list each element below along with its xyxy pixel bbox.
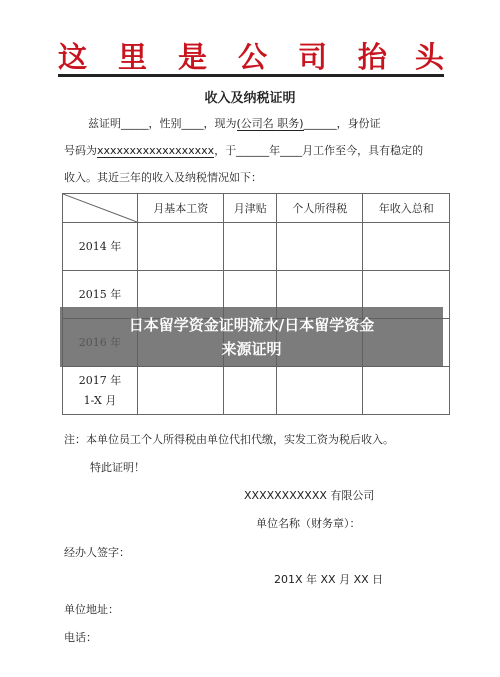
banner-line-1: 日本留学资金证明流水/日本留学资金 bbox=[128, 316, 375, 334]
letterhead-char: 抬 bbox=[358, 40, 388, 74]
year-cell bbox=[63, 367, 138, 415]
table-cell bbox=[138, 367, 224, 415]
table-cell bbox=[276, 367, 362, 415]
table-cell bbox=[224, 223, 277, 271]
address-label: 单位地址： bbox=[64, 603, 119, 616]
body-line-3: 收入。其近三年的收入及纳税情况如下： bbox=[64, 171, 262, 184]
issue-date: 201X 年 XX 月 XX 日 bbox=[274, 573, 384, 586]
letterhead-char: 这 bbox=[58, 40, 88, 74]
body-text: 兹证明_____，性别____，现为 bbox=[88, 117, 237, 130]
body-text: ______，身份证 bbox=[303, 117, 381, 130]
table-cell bbox=[363, 367, 450, 415]
body-line-2 bbox=[64, 139, 444, 162]
letterhead-char: 里 bbox=[118, 40, 148, 74]
banner-line-2: 来源证明 bbox=[221, 340, 282, 358]
table-cell bbox=[224, 367, 277, 415]
letterhead-char: 是 bbox=[178, 40, 208, 74]
month-range-label: 1-X 月 bbox=[83, 393, 117, 407]
column-header: 个人所得税 bbox=[276, 194, 362, 223]
diagonal-line bbox=[63, 194, 137, 222]
company-name: XXXXXXXXXXX 有限公司 bbox=[244, 489, 375, 502]
column-header: 月津贴 bbox=[224, 194, 277, 223]
column-header: 月基本工资 bbox=[138, 194, 224, 223]
letterhead-char: 公 bbox=[238, 40, 268, 74]
id-number-field: xxxxxxxxxxxxxxxxxx bbox=[97, 144, 215, 157]
body-text: 号码为 bbox=[64, 144, 97, 157]
column-header: 年收入总和 bbox=[363, 194, 450, 223]
overlay-caption-banner bbox=[60, 307, 443, 367]
year-label: 2017 年 bbox=[78, 373, 122, 387]
table-row bbox=[63, 367, 450, 415]
income-tax-table bbox=[62, 193, 450, 415]
table-cell bbox=[138, 223, 224, 271]
body-text: ，于______年____月工作至今，具有稳定的 bbox=[214, 144, 424, 157]
position-field: (公司名 职务) bbox=[236, 117, 304, 130]
handler-signature-label: 经办人签字： bbox=[64, 546, 130, 559]
tax-note: 注：本单位员工个人所得税由单位代扣代缴，实发工资为税后收入。 bbox=[64, 433, 394, 446]
certify-text: 特此证明！ bbox=[90, 461, 145, 474]
table-row bbox=[63, 223, 450, 271]
table-header-row bbox=[63, 194, 450, 223]
letterhead-rule bbox=[58, 74, 444, 77]
letterhead-char: 头 bbox=[415, 40, 445, 74]
company-letterhead bbox=[58, 40, 444, 74]
phone-label: 电话： bbox=[64, 631, 97, 644]
table-corner-cell bbox=[63, 194, 138, 223]
table-cell bbox=[363, 223, 450, 271]
document-title: 收入及纳税证明 bbox=[204, 91, 296, 106]
year-cell: 2014 年 bbox=[63, 223, 138, 271]
table-cell bbox=[276, 223, 362, 271]
year-cell: 2015 年 bbox=[63, 271, 138, 319]
letterhead-char: 司 bbox=[298, 40, 328, 74]
unit-name-label: 单位名称（财务章）： bbox=[256, 517, 361, 530]
body-line-1 bbox=[64, 112, 444, 135]
